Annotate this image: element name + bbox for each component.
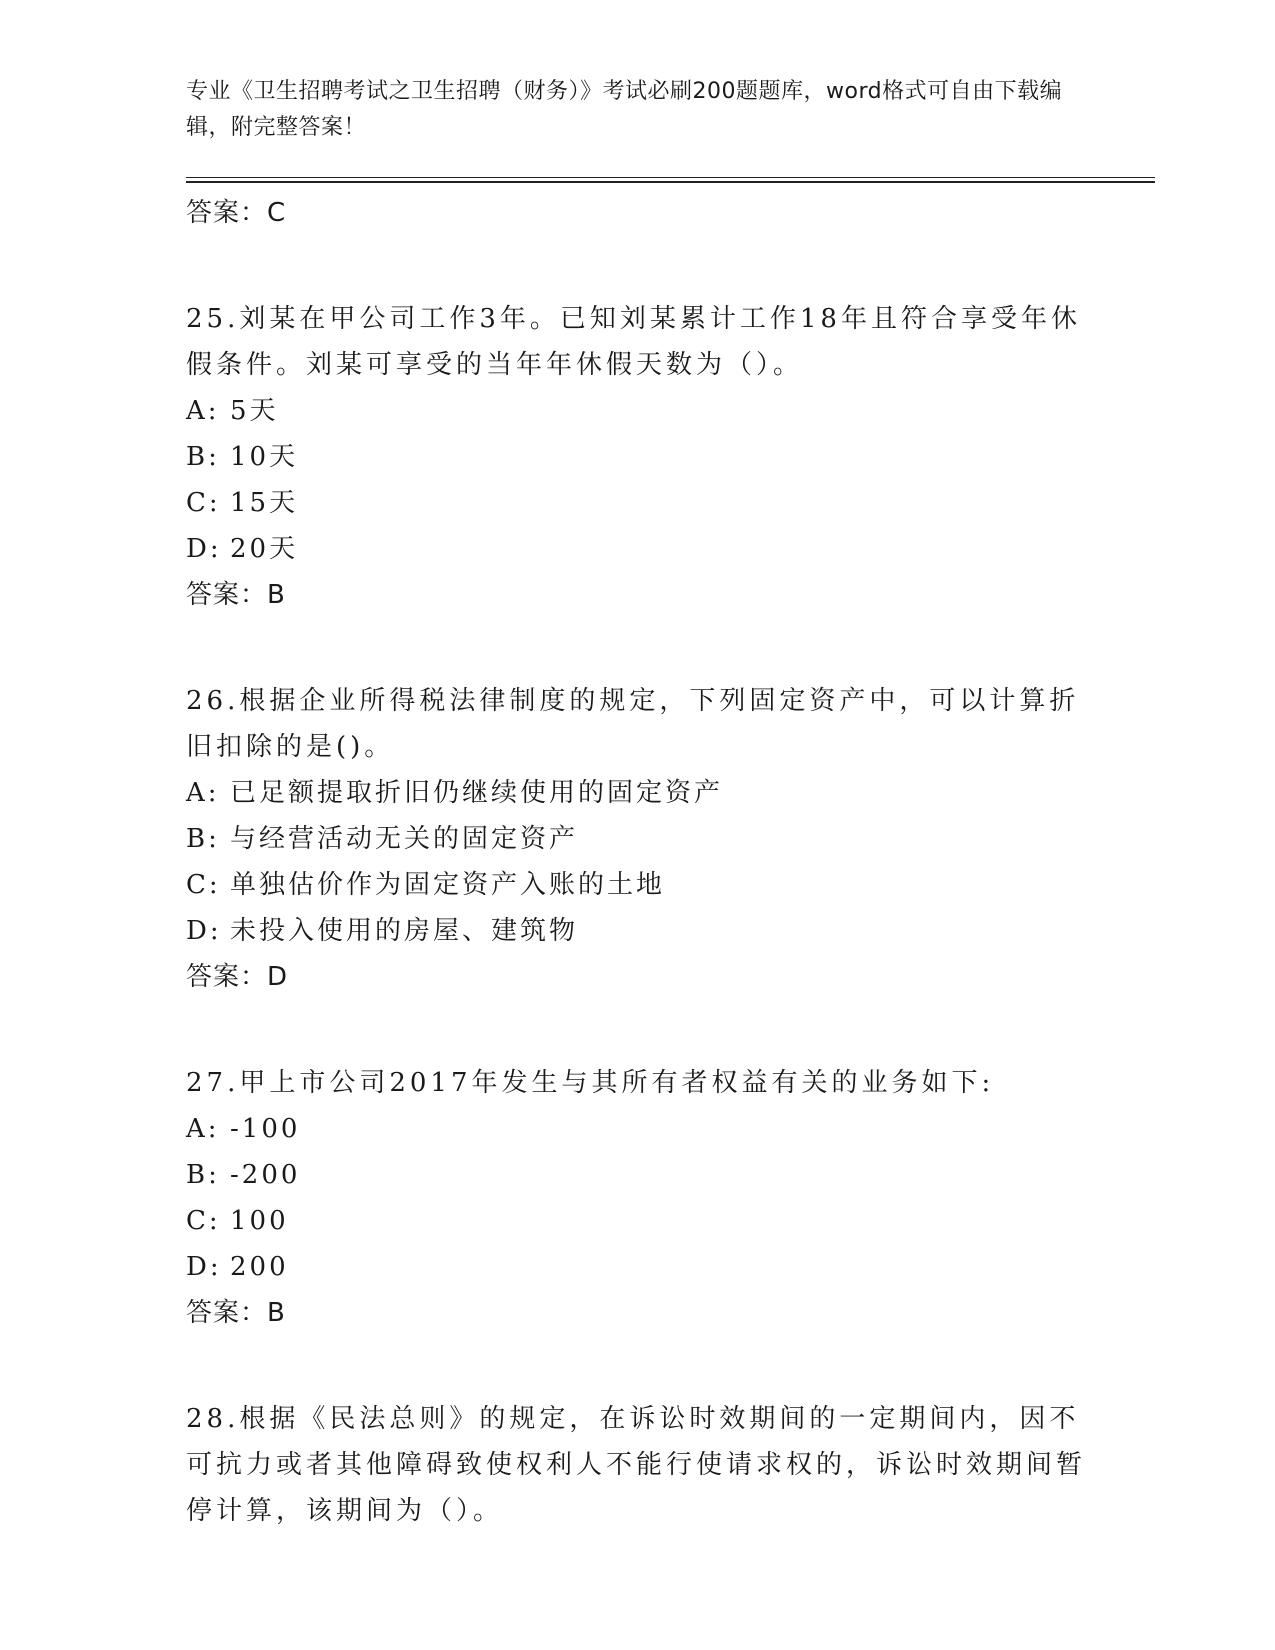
previous-answer: 答案：C <box>186 198 287 228</box>
option-c <box>186 480 1086 526</box>
option-text: 已足额提取折旧仍继续使用的固定资产 <box>230 778 724 808</box>
answer-line: 答案：B <box>186 580 286 610</box>
option-text: 单独估价作为固定资产入账的土地 <box>230 870 666 900</box>
option-label: D: <box>186 534 222 564</box>
option-label: C: <box>186 488 221 518</box>
answer-line: 答案：B <box>186 1298 286 1328</box>
option-b <box>186 1152 1086 1198</box>
option-a <box>186 770 1086 816</box>
option-label: D: <box>186 1252 222 1282</box>
spacer <box>186 1000 1086 1060</box>
question-25 <box>186 296 1086 618</box>
answer-line: 答案：D <box>186 962 289 992</box>
question-text: 28.根据《民法总则》的规定，在诉讼时效期间的一定期间内，因不可抗力或者其他障碍致使权利人不能行使请求权的，诉讼时效期间暂停计算，该期间为（）。 <box>186 1404 1087 1526</box>
option-text: 20天 <box>230 534 299 564</box>
document-body <box>186 190 1086 1534</box>
question-text: 26.根据企业所得税法律制度的规定，下列固定资产中，可以计算折旧扣除的是()。 <box>186 686 1080 762</box>
option-d <box>186 908 1086 954</box>
option-label: B: <box>186 824 220 854</box>
option-text: -100 <box>230 1114 301 1144</box>
option-label: A: <box>186 778 220 808</box>
option-text: 未投入使用的房屋、建筑物 <box>230 916 579 946</box>
option-a <box>186 388 1086 434</box>
question-27 <box>186 1060 1086 1336</box>
option-label: A: <box>186 1114 220 1144</box>
option-c <box>186 1198 1086 1244</box>
option-label: C: <box>186 870 221 900</box>
question-text: 27.甲上市公司2017年发生与其所有者权益有关的业务如下: <box>186 1068 995 1098</box>
option-label: D: <box>186 916 222 946</box>
option-d <box>186 526 1086 572</box>
question-26 <box>186 678 1086 1000</box>
spacer <box>186 618 1086 678</box>
option-b <box>186 434 1086 480</box>
option-text: -200 <box>230 1160 301 1190</box>
question-text: 25.刘某在甲公司工作3年。已知刘某累计工作18年且符合享受年休假条件。刘某可享受的当年年休假天数为（）。 <box>186 304 1081 380</box>
option-text: 15天 <box>230 488 299 518</box>
option-a <box>186 1106 1086 1152</box>
header-divider-thick <box>186 181 1155 183</box>
question-28 <box>186 1396 1086 1534</box>
document-header: 专业《卫生招聘考试之卫生招聘（财务）》考试必刷200题题库，word格式可自由下载编辑，附完整答案！ <box>186 79 1063 140</box>
spacer <box>186 1336 1086 1396</box>
option-text: 200 <box>230 1252 289 1282</box>
option-b <box>186 816 1086 862</box>
option-text: 与经营活动无关的固定资产 <box>230 824 579 854</box>
option-text: 5天 <box>230 396 279 426</box>
option-label: A: <box>186 396 220 426</box>
option-d <box>186 1244 1086 1290</box>
header-divider-thin <box>186 177 1155 178</box>
option-label: B: <box>186 1160 220 1190</box>
option-label: C: <box>186 1206 221 1236</box>
option-text: 10天 <box>230 442 299 472</box>
option-text: 100 <box>230 1206 289 1236</box>
option-c <box>186 862 1086 908</box>
option-label: B: <box>186 442 220 472</box>
spacer <box>186 236 1086 296</box>
